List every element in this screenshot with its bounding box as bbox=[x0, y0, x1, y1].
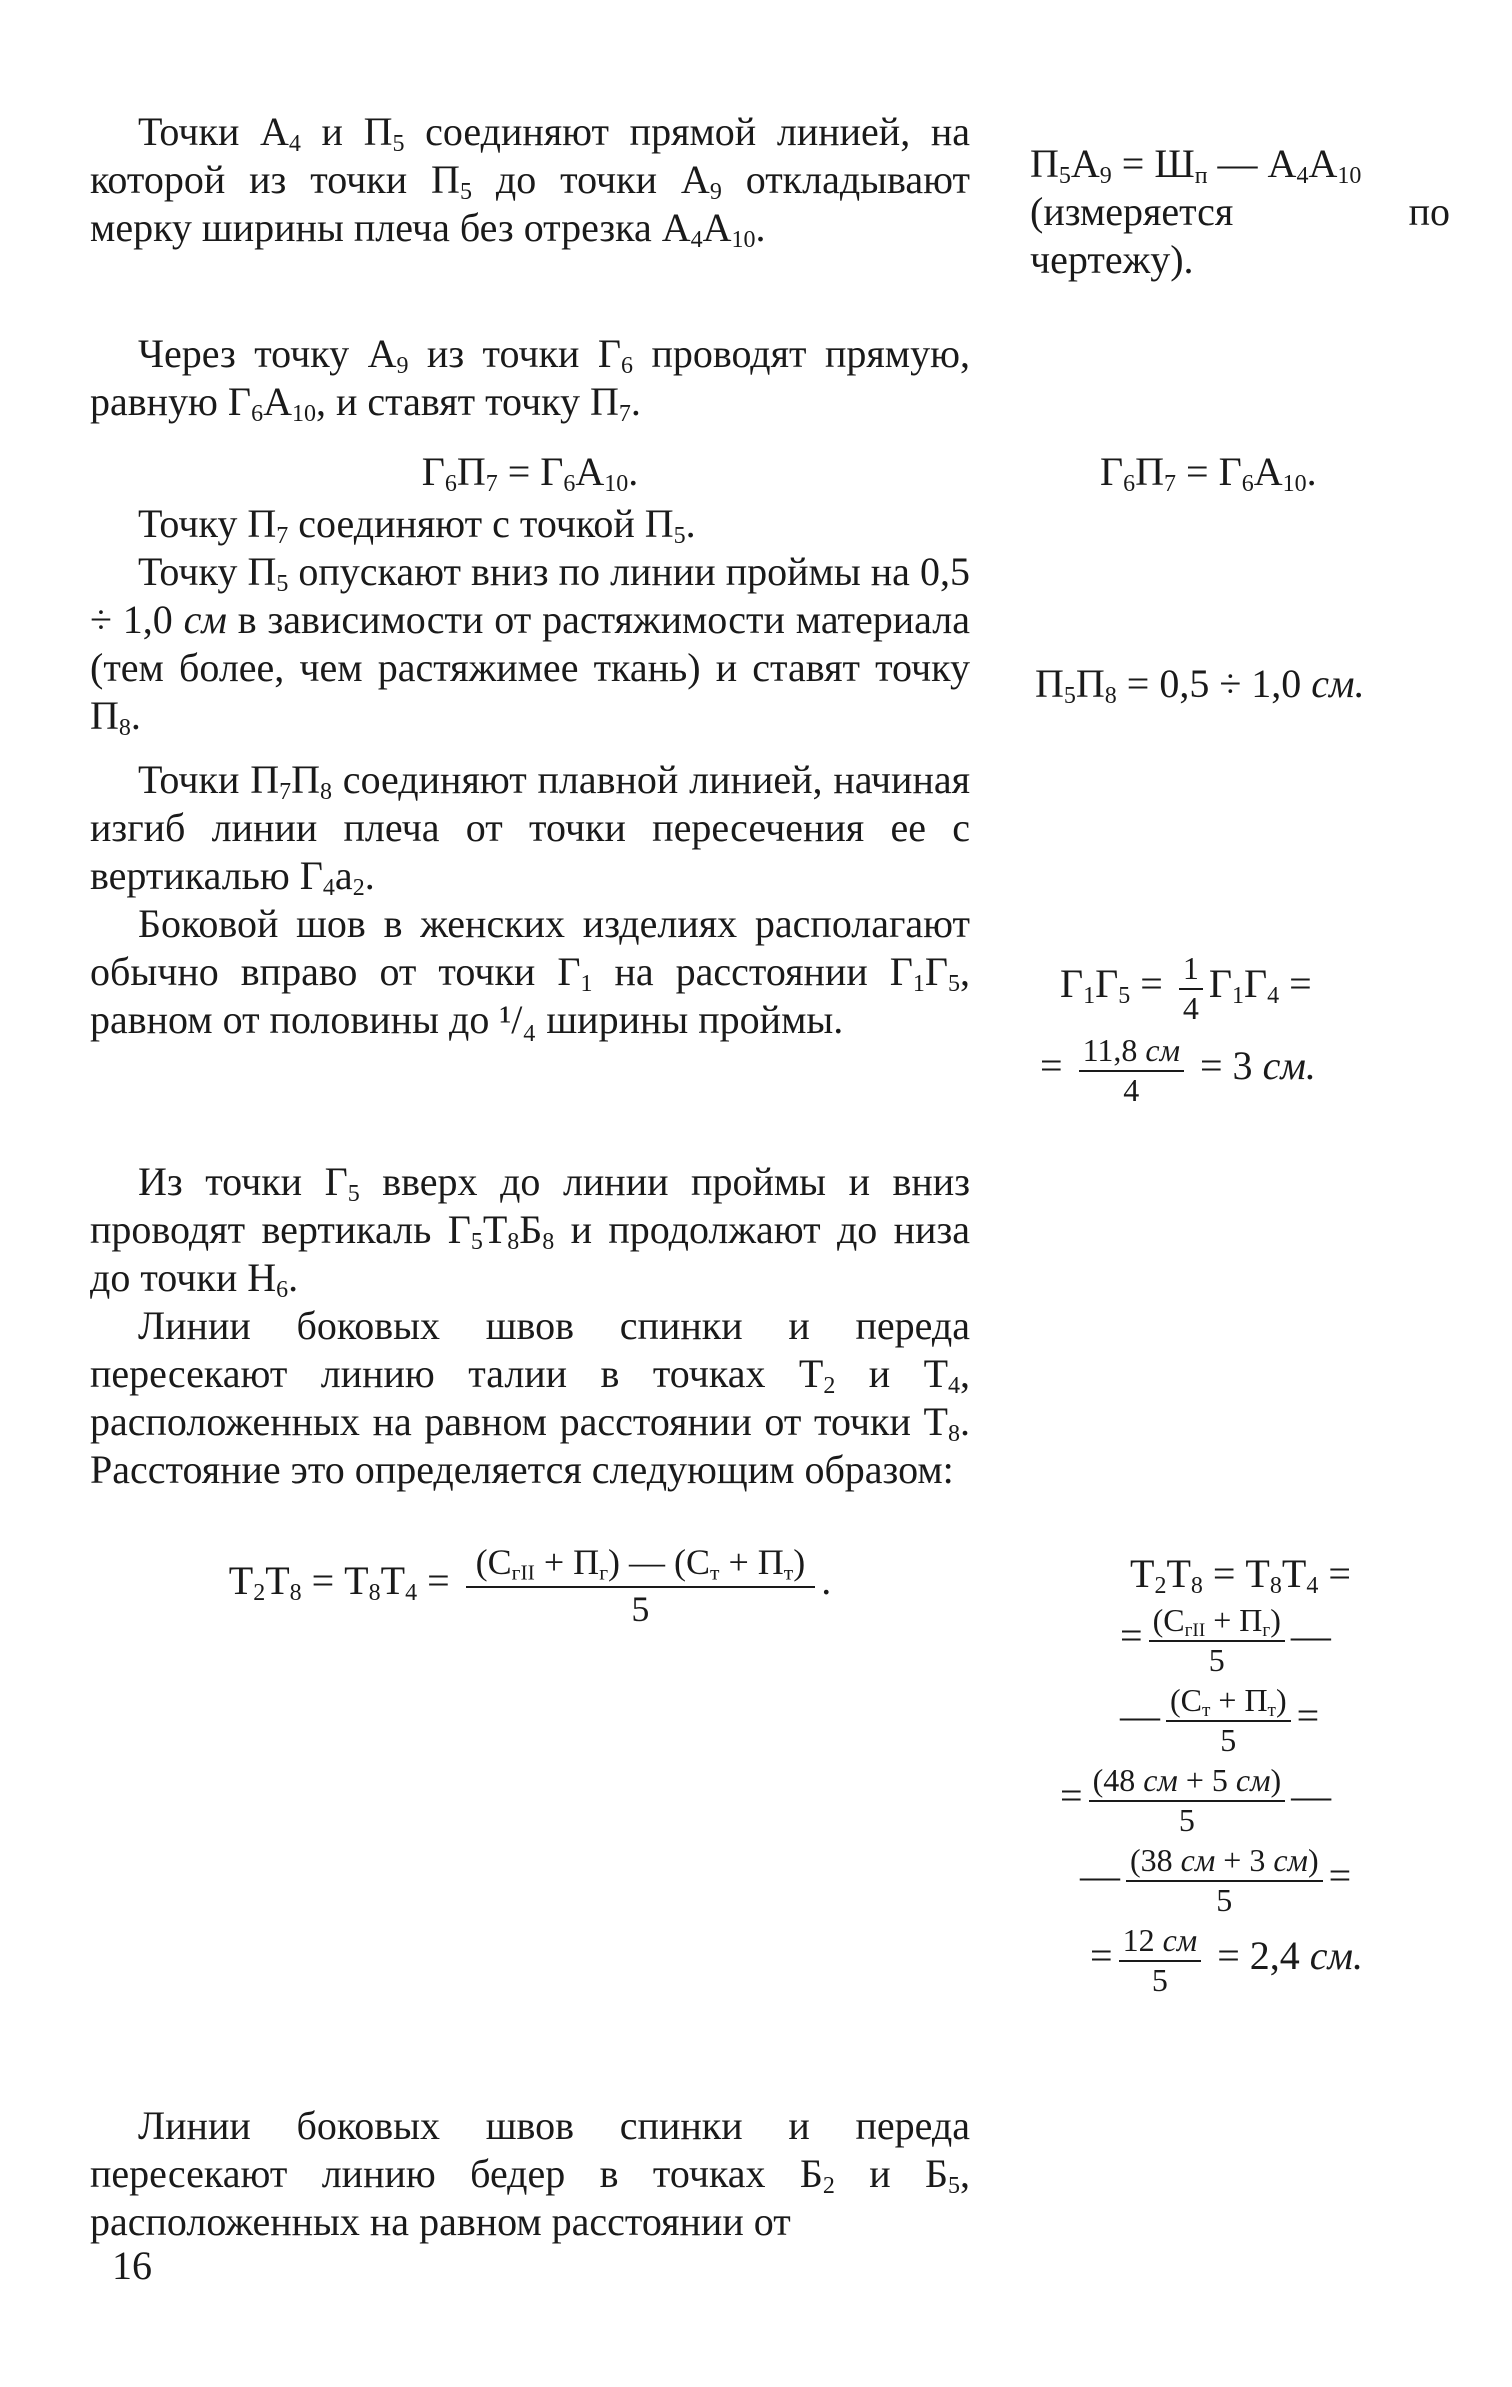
margin-note-p5p8: $П_5П_8 = 0,5 \div 1,0$ см. bbox=[1035, 661, 1365, 709]
page-number: 16 bbox=[112, 2243, 152, 2288]
paragraph-point-p7: Точку $П_7$ соединяют с точкой $П_5$. bbox=[138, 501, 696, 549]
equation-g6p7: $Г_6П_7 = Г_6А_{10}$. bbox=[421, 449, 639, 497]
paragraph-hip-line: Линии боковых швов спинки и переда пересекают линию бедер в точках $Б_2$ и $Б_5$, расположенных на равном расстоянии от bbox=[90, 2103, 971, 2244]
margin-note-g1g5: $Г_1Г_5$ = $\frac{1}{4}$ $Г_1Г_4$ = = $\frac{11,8 см}{4}$ = 3 см. bbox=[1040, 950, 1316, 1108]
equation-t2t8: $Т_2Т_8 = Т_8Т_4$ = $\frac{(С_{гII} + П_г) — (С_т + П_т)}{5}$ . bbox=[228, 1542, 832, 1629]
margin-calculation-t2t8: $Т_2Т_8 = Т_8Т_4$ = = $\frac{(С_{гII} + П_г)}{5}$ — — $\frac{(С_т + П_т)}{5}$ = = $\frac{(48 см + 5 см)}{5}$ — — $\frac{(38 см + 3 см)}{5}$ = = $\frac{12 см}{5}$ = 2,4 см. bbox=[1060, 1551, 1364, 1998]
paragraph-points-a4-p5: Точки $А_4$ и $П_5$ соединяют прямой линией, на которой из точки $П_5$ до точки $А_9$ откладывают мерку ширины плеча без отрезка $А_4А_{10}$. bbox=[90, 109, 971, 253]
paragraph-points-p7p8: Точки $П_7П_8$ соединяют плавной линией, начиная изгиб линии плеча от точки пересечения ее с вертикалью $Г_4а_2$. bbox=[90, 757, 970, 901]
paragraph-side-seam: Боковой шов в женских изделиях располагают обычно вправо от точки $Г_1$ на расстоянии $Г_1Г_5$, равном от половины до ¹/₄ ширины проймы. bbox=[90, 901, 970, 1042]
paragraph-point-a9: Через точку $А_9$ из точки $Г_6$ проводят прямую, равную $Г_6А_{10}$, и ставят точку $П_7$. bbox=[90, 331, 970, 427]
margin-note-g6p7: $Г_6П_7 = Г_6А_{10}$. bbox=[1100, 449, 1317, 497]
paragraph-waist-line: Линии боковых швов спинки и переда пересекают линию талии в точках $Т_2$ и $Т_4$, расположенных на равном расстоянии от точки $Т_8$. Расстояние это определяется следующим образом: bbox=[90, 1303, 971, 1492]
margin-note-p5a9: $П_5А_9 = Ш_п$ — $А_4А_{10}$ (измеряется по чертежу). bbox=[1030, 141, 1450, 282]
fraction-waist: $\frac{(С_{гII} + П_г) — (С_т + П_т)}{5}$ bbox=[466, 1540, 816, 1630]
paragraph-point-g5: Из точки $Г_5$ вверх до линии проймы и вниз проводят вертикаль $Г_5Т_8Б_8$ и продолжают до низа до точки $Н_6$. bbox=[90, 1159, 971, 1303]
paragraph-point-p5-lower: Точку $П_5$ опускают вниз по линии проймы на 0,5 ÷ 1,0 см в зависимости от растяжимости материала (тем более, чем растяжимее ткань) и ставят точку $П_8$. bbox=[90, 549, 970, 741]
